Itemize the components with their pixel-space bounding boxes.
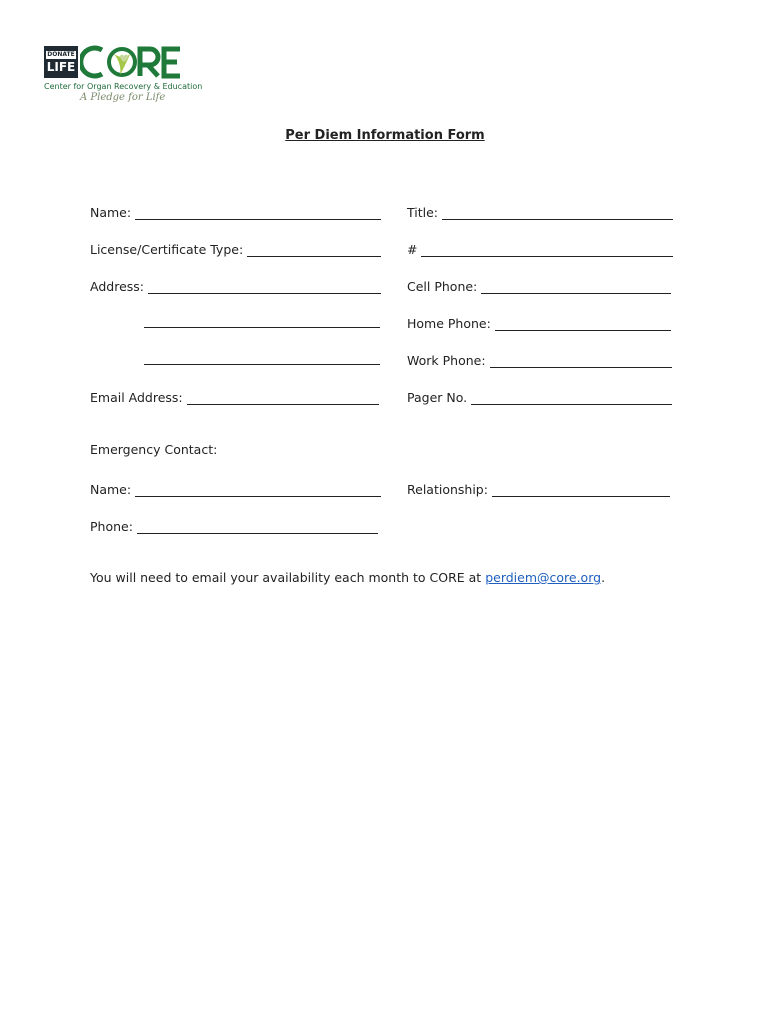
core-logo (44, 44, 204, 108)
title-field (407, 202, 673, 220)
name-field (90, 202, 381, 220)
home-phone-label: Home Phone: (407, 316, 491, 331)
emergency-contact-heading: Emergency Contact: (90, 442, 218, 457)
number-input-line[interactable] (421, 242, 673, 257)
donate-life-badge-top: DONATE (47, 51, 75, 58)
availability-note-suffix: . (601, 570, 606, 585)
home-phone-field (407, 313, 671, 331)
cell-phone-field (407, 276, 671, 294)
title-label: Title: (407, 205, 438, 220)
license-label: License/Certificate Type: (90, 242, 244, 257)
relationship-label: Relationship: (407, 482, 488, 497)
cell-phone-label: Cell Phone: (407, 279, 478, 294)
address-input-line-3[interactable] (144, 350, 380, 365)
work-phone-label: Work Phone: (407, 353, 486, 368)
email-label: Email Address: (90, 390, 183, 405)
pager-field (407, 387, 672, 405)
emergency-name-field (90, 479, 381, 497)
email-input-line[interactable] (187, 390, 379, 405)
availability-note-text: You will need to email your availability each month to CORE at (90, 570, 486, 585)
address-input-line-1[interactable] (148, 279, 381, 294)
relationship-input-line[interactable] (492, 482, 670, 497)
address-field (90, 276, 381, 294)
logo-slogan: A Pledge for Life (80, 92, 166, 103)
form-title: Per Diem Information Form (285, 128, 485, 143)
availability-note (90, 570, 605, 585)
title-input-line[interactable] (442, 205, 673, 220)
number-label: # (407, 242, 418, 257)
name-label: Name: (90, 205, 132, 220)
work-phone-input-line[interactable] (490, 353, 672, 368)
donate-life-badge (44, 46, 78, 78)
emergency-phone-input-line[interactable] (137, 519, 378, 534)
work-phone-field (407, 350, 672, 368)
name-input-line[interactable] (135, 205, 381, 220)
home-phone-input-line[interactable] (495, 316, 671, 331)
emergency-name-label: Name: (90, 482, 132, 497)
perdiem-email-link[interactable]: perdiem@core.org (485, 570, 602, 585)
emergency-name-input-line[interactable] (135, 482, 381, 497)
email-field (90, 387, 379, 405)
core-wordmark-icon (80, 44, 204, 80)
pager-label: Pager No. (407, 390, 468, 405)
emergency-phone-field (90, 516, 378, 534)
logo-tagline: Center for Organ Recovery & Education (44, 82, 203, 91)
address-label: Address: (90, 279, 144, 294)
donate-life-badge-bottom: LIFE (46, 60, 76, 74)
relationship-field (407, 479, 670, 497)
license-field (90, 239, 381, 257)
cell-phone-input-line[interactable] (481, 279, 671, 294)
license-input-line[interactable] (247, 242, 381, 257)
emergency-phone-label: Phone: (90, 519, 133, 534)
pager-input-line[interactable] (471, 390, 672, 405)
number-field (407, 239, 673, 257)
address-input-line-2[interactable] (144, 313, 380, 328)
